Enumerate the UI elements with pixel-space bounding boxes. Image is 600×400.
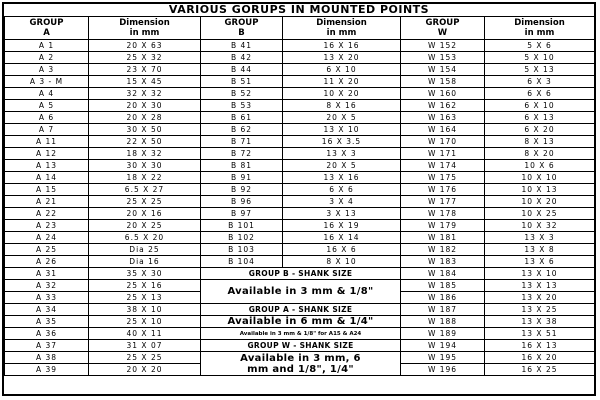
group-w-dimension: 13 X 6 [485, 256, 595, 268]
group-b-code: B 102 [201, 232, 283, 244]
group-w-code: W 187 [401, 304, 485, 316]
group-w-dimension: 13 X 20 [485, 292, 595, 304]
group-a-code: A 37 [5, 340, 89, 352]
table-body [5, 40, 595, 376]
group-a-code: A 21 [5, 196, 89, 208]
group-a-shank-title: GROUP A - SHANK SIZE [201, 304, 401, 316]
group-a-dimension: Dia 16 [89, 256, 201, 268]
group-w-code: W 171 [401, 148, 485, 160]
group-w-dimension: 16 X 13 [485, 340, 595, 352]
group-w-shank-title: GROUP W - SHANK SIZE [201, 340, 401, 352]
group-w-code: W 196 [401, 364, 485, 376]
group-b-dimension: 20 X 5 [283, 160, 401, 172]
group-a-code: A 6 [5, 112, 89, 124]
group-w-code: W 162 [401, 100, 485, 112]
group-b-dimension: 3 X 4 [283, 196, 401, 208]
group-w-code: W 154 [401, 64, 485, 76]
group-b-code: B 51 [201, 76, 283, 88]
header-group-w: GROUP W [401, 17, 485, 40]
group-w-dimension: 13 X 3 [485, 232, 595, 244]
group-w-code: W 176 [401, 184, 485, 196]
group-b-dimension: 10 X 20 [283, 88, 401, 100]
group-b-code: B 44 [201, 64, 283, 76]
group-w-code: W 181 [401, 232, 485, 244]
group-w-dimension: 10 X 13 [485, 184, 595, 196]
group-b-dimension: 16 X 16 [283, 40, 401, 52]
group-b-code: B 71 [201, 136, 283, 148]
group-a-dimension: 20 X 25 [89, 220, 201, 232]
group-b-dimension: 6 X 6 [283, 184, 401, 196]
group-a-dimension: 40 X 11 [89, 328, 201, 340]
group-a-code: A 1 [5, 40, 89, 52]
group-b-dimension: 13 X 10 [283, 124, 401, 136]
group-a-code: A 13 [5, 160, 89, 172]
group-b-code: B 41 [201, 40, 283, 52]
group-b-dimension: 11 X 20 [283, 76, 401, 88]
group-w-dimension: 6 X 6 [485, 88, 595, 100]
group-b-dimension: 13 X 20 [283, 52, 401, 64]
group-a-shank-exception: Available in 3 mm & 1/8" for A15 & A24 [201, 328, 401, 340]
group-w-dimension: 13 X 13 [485, 280, 595, 292]
group-w-code: W 184 [401, 268, 485, 280]
group-a-code: A 2 [5, 52, 89, 64]
group-a-dimension: 35 X 30 [89, 268, 201, 280]
group-b-code: B 61 [201, 112, 283, 124]
group-w-dimension: 13 X 10 [485, 268, 595, 280]
table-row [5, 172, 595, 184]
group-a-dimension: 20 X 20 [89, 364, 201, 376]
group-b-dimension: 16 X 14 [283, 232, 401, 244]
group-w-dimension: 8 X 13 [485, 136, 595, 148]
group-a-dimension: 20 X 30 [89, 100, 201, 112]
table-row [5, 40, 595, 52]
group-a-shank-value: Available in 6 mm & 1/4" [201, 316, 401, 328]
table-row [5, 148, 595, 160]
group-w-dimension: 8 X 20 [485, 148, 595, 160]
group-b-code: B 97 [201, 208, 283, 220]
group-w-code: W 195 [401, 352, 485, 364]
group-b-code: B 81 [201, 160, 283, 172]
group-w-code: W 153 [401, 52, 485, 64]
group-b-code: B 92 [201, 184, 283, 196]
group-a-code: A 38 [5, 352, 89, 364]
group-a-dimension: 22 X 50 [89, 136, 201, 148]
table-row [5, 88, 595, 100]
group-a-code: A 15 [5, 184, 89, 196]
group-w-code: W 152 [401, 40, 485, 52]
group-b-code: B 104 [201, 256, 283, 268]
table-row [5, 244, 595, 256]
group-b-dimension: 16 X 19 [283, 220, 401, 232]
group-a-code: A 11 [5, 136, 89, 148]
table-row [5, 64, 595, 76]
group-a-dimension: 25 X 13 [89, 292, 201, 304]
group-a-code: A 31 [5, 268, 89, 280]
page-title: VARIOUS GORUPS IN MOUNTED POINTS [168, 3, 430, 16]
group-w-dimension: 10 X 6 [485, 160, 595, 172]
group-b-dimension: 20 X 5 [283, 112, 401, 124]
group-a-dimension: 20 X 28 [89, 112, 201, 124]
group-w-dimension: 13 X 25 [485, 304, 595, 316]
header-dimension-b: Dimension in mm [283, 17, 401, 40]
group-w-code: W 170 [401, 136, 485, 148]
group-a-code: A 5 [5, 100, 89, 112]
group-b-shank-value: Available in 3 mm & 1/8" [201, 280, 401, 304]
group-b-dimension: 13 X 3 [283, 148, 401, 160]
table-row [5, 112, 595, 124]
group-a-code: A 14 [5, 172, 89, 184]
group-b-dimension: 8 X 16 [283, 100, 401, 112]
group-a-code: A 22 [5, 208, 89, 220]
group-w-dimension: 16 X 25 [485, 364, 595, 376]
table-row [5, 100, 595, 112]
group-b-code: B 42 [201, 52, 283, 64]
group-a-dimension: 32 X 32 [89, 88, 201, 100]
group-w-dimension: 16 X 20 [485, 352, 595, 364]
table-row [5, 268, 595, 280]
group-a-dimension: 23 X 70 [89, 64, 201, 76]
group-w-dimension: 5 X 6 [485, 40, 595, 52]
group-a-code: A 36 [5, 328, 89, 340]
group-w-dimension: 5 X 13 [485, 64, 595, 76]
group-b-dimension: 8 X 10 [283, 256, 401, 268]
group-w-code: W 185 [401, 280, 485, 292]
group-b-dimension: 16 X 3.5 [283, 136, 401, 148]
group-a-code: A 24 [5, 232, 89, 244]
group-a-dimension: 25 X 32 [89, 52, 201, 64]
group-a-code: A 12 [5, 148, 89, 160]
group-w-code: W 174 [401, 160, 485, 172]
group-a-code: A 25 [5, 244, 89, 256]
group-a-dimension: 15 X 45 [89, 76, 201, 88]
group-a-dimension: 38 X 10 [89, 304, 201, 316]
group-w-dimension: 13 X 51 [485, 328, 595, 340]
group-b-code: B 72 [201, 148, 283, 160]
group-a-code: A 33 [5, 292, 89, 304]
group-a-dimension: 30 X 50 [89, 124, 201, 136]
group-a-code: A 3 [5, 64, 89, 76]
group-a-code: A 35 [5, 316, 89, 328]
group-w-dimension: 10 X 32 [485, 220, 595, 232]
group-a-code: A 7 [5, 124, 89, 136]
header-group-b: GROUP B [201, 17, 283, 40]
table-row [5, 220, 595, 232]
group-w-dimension: 10 X 25 [485, 208, 595, 220]
group-w-code: W 177 [401, 196, 485, 208]
group-w-code: W 160 [401, 88, 485, 100]
group-b-dimension: 3 X 13 [283, 208, 401, 220]
group-a-dimension: 31 X 07 [89, 340, 201, 352]
group-a-dimension: 6.5 X 20 [89, 232, 201, 244]
group-a-dimension: 25 X 25 [89, 352, 201, 364]
table-row [5, 196, 595, 208]
table-row [5, 328, 595, 340]
group-a-dimension: 20 X 16 [89, 208, 201, 220]
table-row [5, 280, 595, 292]
mounted-points-sheet [2, 2, 596, 396]
group-w-dimension: 10 X 20 [485, 196, 595, 208]
table-row [5, 232, 595, 244]
table-row [5, 76, 595, 88]
table-row [5, 256, 595, 268]
group-a-code: A 3 - M [5, 76, 89, 88]
group-b-shank-title: GROUP B - SHANK SIZE [201, 268, 401, 280]
group-b-code: B 62 [201, 124, 283, 136]
group-b-code: B 96 [201, 196, 283, 208]
group-w-dimension: 6 X 10 [485, 100, 595, 112]
group-w-dimension: 5 X 10 [485, 52, 595, 64]
header-row [5, 17, 595, 40]
table-row [5, 136, 595, 148]
group-b-dimension: 6 X 10 [283, 64, 401, 76]
group-a-code: A 4 [5, 88, 89, 100]
table-row [5, 52, 595, 64]
group-a-code: A 34 [5, 304, 89, 316]
group-w-code: W 182 [401, 244, 485, 256]
group-w-dimension: 10 X 10 [485, 172, 595, 184]
table-row [5, 208, 595, 220]
group-a-dimension: 25 X 16 [89, 280, 201, 292]
group-a-dimension: 18 X 22 [89, 172, 201, 184]
group-w-code: W 189 [401, 328, 485, 340]
group-w-dimension: 6 X 20 [485, 124, 595, 136]
group-a-dimension: 25 X 10 [89, 316, 201, 328]
header-dimension-w: Dimension in mm [485, 17, 595, 40]
group-w-dimension: 13 X 38 [485, 316, 595, 328]
group-w-code: W 163 [401, 112, 485, 124]
table-row [5, 304, 595, 316]
table-row [5, 340, 595, 352]
group-a-code: A 32 [5, 280, 89, 292]
group-w-code: W 179 [401, 220, 485, 232]
group-w-code: W 158 [401, 76, 485, 88]
group-a-dimension: 30 X 30 [89, 160, 201, 172]
group-a-dimension: 18 X 32 [89, 148, 201, 160]
group-b-dimension: 13 X 16 [283, 172, 401, 184]
group-w-code: W 164 [401, 124, 485, 136]
group-w-code: W 194 [401, 340, 485, 352]
group-a-code: A 23 [5, 220, 89, 232]
group-w-code: W 186 [401, 292, 485, 304]
group-b-code: B 103 [201, 244, 283, 256]
table-row [5, 316, 595, 328]
table-row [5, 352, 595, 364]
group-w-code: W 178 [401, 208, 485, 220]
group-a-dimension: 6.5 X 27 [89, 184, 201, 196]
group-b-code: B 91 [201, 172, 283, 184]
group-w-code: W 188 [401, 316, 485, 328]
mounted-points-table [4, 16, 595, 376]
table-row [5, 124, 595, 136]
group-b-code: B 53 [201, 100, 283, 112]
group-w-code: W 175 [401, 172, 485, 184]
table-row [5, 160, 595, 172]
group-a-code: A 39 [5, 364, 89, 376]
group-w-dimension: 6 X 13 [485, 112, 595, 124]
group-a-dimension: Dia 25 [89, 244, 201, 256]
group-w-code: W 183 [401, 256, 485, 268]
table-row [5, 184, 595, 196]
group-b-dimension: 16 X 6 [283, 244, 401, 256]
group-a-dimension: 20 X 63 [89, 40, 201, 52]
group-a-code: A 26 [5, 256, 89, 268]
group-w-shank-value: Available in 3 mm, 6 mm and 1/8", 1/4" [201, 352, 401, 376]
group-b-code: B 101 [201, 220, 283, 232]
group-w-dimension: 13 X 8 [485, 244, 595, 256]
header-dimension-a: Dimension in mm [89, 17, 201, 40]
group-b-code: B 52 [201, 88, 283, 100]
header-group-a: GROUP A [5, 17, 89, 40]
group-w-dimension: 6 X 3 [485, 76, 595, 88]
group-a-dimension: 25 X 25 [89, 196, 201, 208]
